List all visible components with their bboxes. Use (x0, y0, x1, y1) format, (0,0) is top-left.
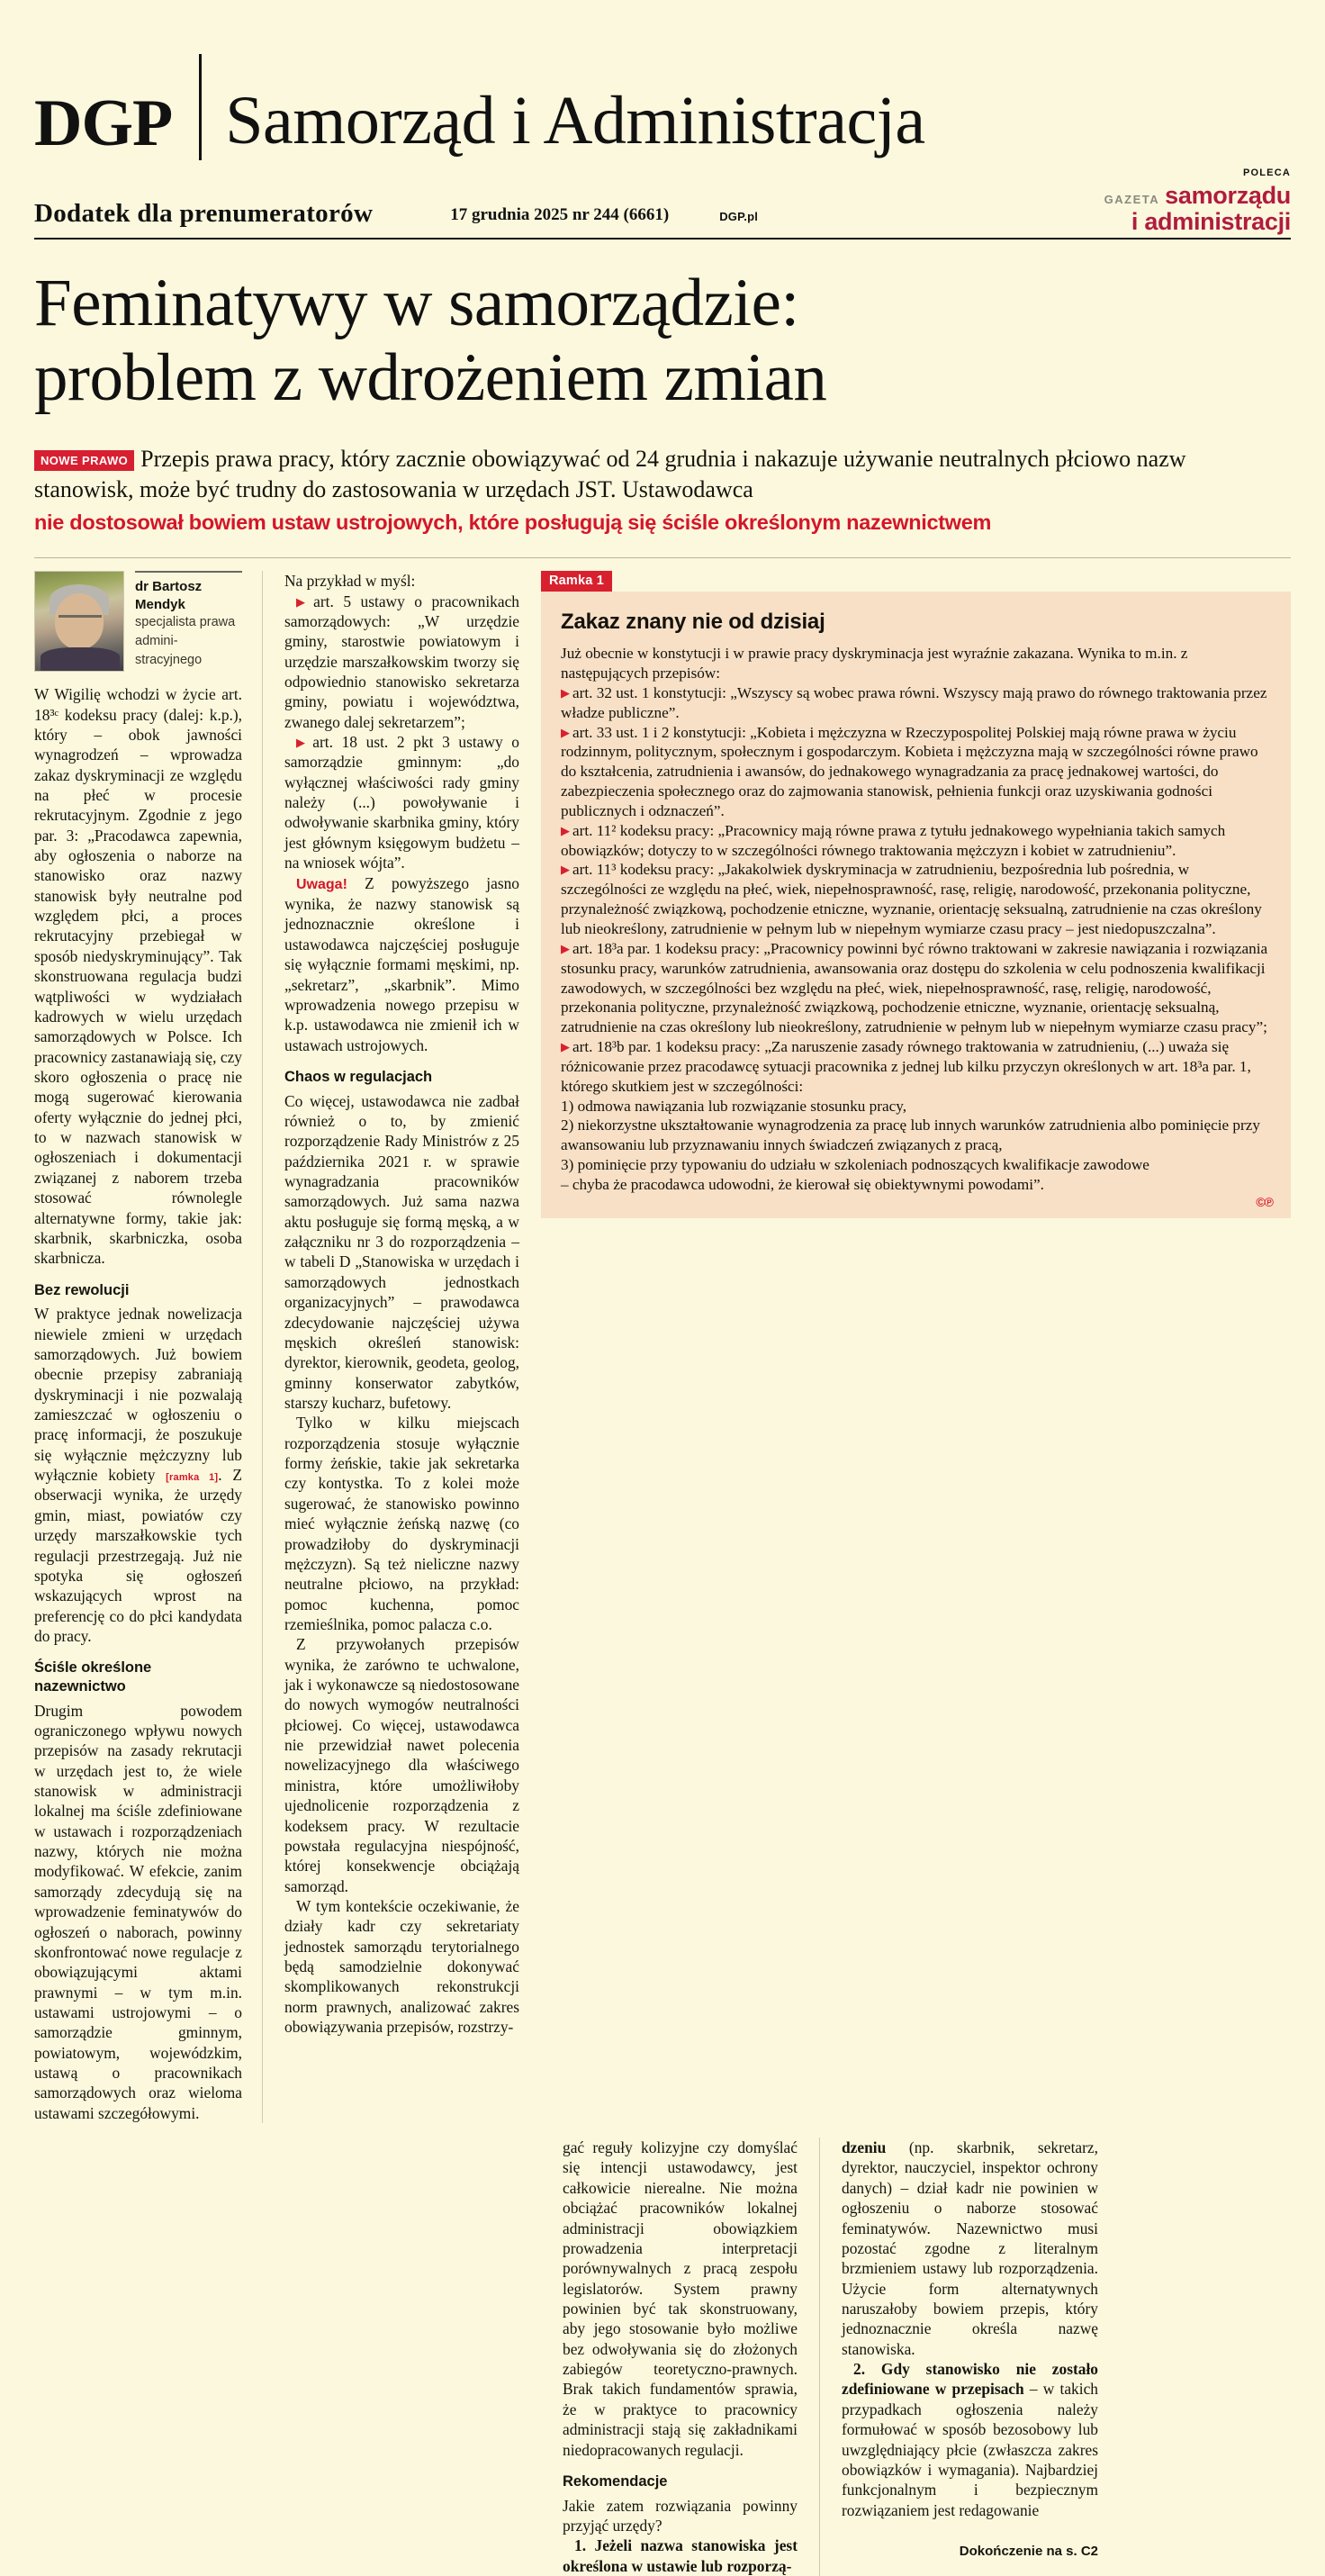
column-2 (284, 571, 541, 2123)
uwaga-text: Z powyższego jasno wynika, że nazwy stanowisk są jednoznacznie określone i ustawodawca najczęściej posługuje się wyłącznie formami męskimi, np. „sekretarz”, „skarbnik”. Mimo wprowadzenia nowego przepisu w k.p. ustawodawca nie zmienił ich w ustawach ustrojowych. (284, 873, 519, 1054)
column-bottom-spacer-1 (34, 2138, 262, 2576)
col2-paragraph-2: Co więcej, ustawodawca nie zadbał również o to, by zmienić rozporządzenie Rady Ministrów z 25 października 2021 r. w sprawie wynagradzania pracowników samorządowych. Już sama nazwa aktu posługuje się formą męską, a w załączniku nr 3 do rozporządzenia – w tabeli D „Stanowiska w urzędach i samorządowych jednostkach organizacyjnych” – prawodawca zdecydowanie najczęściej używa męskich określeń stanowisk: dyrektor, kierownik, geodeta, geolog, gminny konserwator zabytków, starszy kucharz, bufetowy. (284, 1091, 519, 1412)
col2-bullet-1 (284, 592, 519, 733)
author-role-line-1: specjalista prawa admini- (135, 615, 236, 649)
ramka-item (561, 860, 1271, 938)
ramka-item (561, 723, 1271, 821)
subhead-chaos: Chaos w regulacjach (284, 1068, 433, 1085)
author-byline (34, 571, 242, 672)
promo-logo (1104, 168, 1291, 234)
issue-date: 17 grudnia 2025 nr 244 (6661) (450, 205, 670, 224)
col3-paragraph-2: Jakie zatem rozwiązania powinny przyjąć urzędy? (563, 2496, 798, 2535)
author-photo (34, 571, 124, 672)
author-name: dr Bartosz Mendyk (135, 579, 203, 612)
body-top-region (34, 571, 1291, 2123)
ramka-item (561, 821, 1271, 861)
subhead-scisle-okreslone: Ściśle określone nazewnictwo (34, 1659, 152, 1695)
arrow-bullet-icon: ▶ (561, 863, 570, 877)
masthead-divider (199, 54, 202, 160)
col2-bullet-2 (284, 732, 519, 873)
author-rule (135, 571, 242, 573)
col2-paragraph-3: Tylko w kilku miejscach rozporządzenia stosuje wyłącznie formy żeńskie, takie jak sekretarka czy kontystka. To z kolei może sugerować, że stanowisko powinno mieć wyłącznie żeńską nazwę (co prowadziłoby do dyskryminacji mężczyzn). Są też nieliczne nazwy neutralne płciowo, na przykład: pomoc kuchenna, pomoc rzemieślnika, pomoc palacza c.o. (284, 1414, 519, 1633)
masthead (34, 0, 1291, 160)
col2-intro: Na przykład w myśl: (284, 572, 416, 591)
col2-bullet-2-text: art. 18 ust. 2 pkt 3 ustawy o samorządzie gminnym: „do wyłącznej właściwości rady gminy należy (...) powoływanie i odwoływanie skarbnika gminy, który jest głównym księgowym budżetu – na wniosek wójta”. (284, 733, 519, 872)
promo-line-2: i administracji (1131, 208, 1291, 235)
author-meta (124, 571, 242, 672)
article-lead (34, 444, 1291, 536)
headline-line-1: Feminatywy w samorządzie: (34, 266, 799, 340)
ramka-item-text: art. 11² kodeksu pracy: „Pracownicy mają równe prawa z tytułu jednakowego wypełniania takich samych obowiązków; dotyczy to w szczególności równego traktowania mężczyzn i kobiet w zatrudnieniu”. (561, 821, 1226, 859)
ramka-numbered-item: 1) odmowa nawiązania lub rozwiązanie stosunku pracy, (561, 1097, 907, 1115)
col4-recommendation-2 (842, 2359, 1098, 2520)
ramka-tab-label: Ramka 1 (541, 571, 612, 592)
ramka-title: Zakaz znany nie od dzisiaj (561, 610, 825, 635)
column-4 (842, 2138, 1098, 2576)
website-label[interactable]: DGP.pl (719, 210, 759, 223)
col2-paragraph-5: W tym kontekście oczekiwanie, że działy kadr czy sekretariaty jednostek samorządu terytorialnego będą samodzielnie dokonywać skomplikowanych rekonstrukcji norm prawnych, analizować zakres obowiązywania przepisów, rozstrzy- (284, 1896, 519, 2037)
ramka-numbered-item: 2) niekorzystne ukształtowanie wynagrodzenia za pracę lub innych warunków zatrudnienia albo pominięcie przy awansowaniu lub przyznawaniu innych świadczeń związanych z pracą, (561, 1116, 1260, 1154)
col1-paragraph-1: W Wigilię wchodzi w życie art. 18³ᶜ kodeksu pracy (dalej: k.p.), który – obok jawności wynagrodzeń – wprowadza zakaz dyskryminacji ze względu na płeć w procesie rekrutacyjnym. Zgodnie z jego par. 3: „Pracodawca zapewnia, aby ogłoszenia o naborze na stanowisko oraz nazwy stanowisk były neutralne pod względem płci, a proces rekrutacyjny przebiegał w sposób niedyskryminujący”. Tak skonstruowana regulacja budzi wątpliwości w wydziałach kadrowych w wielu urzędach samorządowych w Polsce. Ich pracownicy zastanawiają się, czy skoro ogłoszenia o pracę nie mogą sugerować kierowania oferty wyłącznie do jednej płci, to w nazwach stanowisk w ogłoszeniach i dokumentacji związanej z naborem trzeba stosować równolegle alternatywne formy, takie jak: skarbnik, skarbniczka, osoba skarbnicza. (34, 685, 242, 1268)
col2-uwaga-paragraph (284, 873, 519, 1055)
author-photo-torso (41, 647, 120, 671)
col2-bullet-1-text: art. 5 ustawy o pracownikach samorządowych: „W urzędzie gminy, starostwie powiatowym i urzędzie marszałkowskim tworzy się odpowiednio stanowisko sekretarza gminy, powiatu i województwa, zwanego dalej sekretarzem”; (284, 592, 520, 731)
masthead-section-title: Samorząd i Administracja (225, 83, 925, 158)
arrow-bullet-icon: ▶ (561, 941, 570, 955)
column-bottom-spacer-2 (284, 2138, 563, 2576)
continuation-note: Dokończenie na s. C2 (959, 2543, 1098, 2559)
body-bottom-region (34, 2138, 1291, 2576)
column-separator-2 (819, 2138, 820, 2576)
col1-p2-part-b: . Z obserwacji wynika, że urzędy gmin, miast, powiatów czy urzędy marszałkowskie tych regulacji przestrzegają. Już nie spotyka się ogłoszeń wskazujących wprost na preferencję co do płci kandydata do pracy. (34, 1466, 242, 1645)
arrow-bullet-icon: ▶ (561, 1040, 570, 1054)
column-3 (563, 2138, 819, 2576)
ramka-item (561, 1037, 1271, 1097)
new-law-badge: NOWE PRAWO (34, 450, 134, 471)
ramka-1-container (541, 571, 1291, 2123)
lead-text: Przepis prawa pracy, który zacznie obowiązywać od 24 grudnia i nakazuje używanie neutralnych płciowo nazw stanowisk, może być trudny do zastosowania w urzędach JST. Ustawodawca (34, 446, 1186, 503)
arrow-bullet-icon: ▶ (561, 685, 570, 700)
col4-rec2-bold: 2. Gdy stanowisko nie zostało zdefiniowane w przepisach (842, 2360, 1098, 2399)
col1-paragraph-2 (34, 1304, 242, 1646)
col3-recommendation-1: 1. Jeżeli nazwa stanowiska jest określona w ustawie lub rozporzą- (563, 2536, 798, 2575)
col4-continuation-bold: dzeniu (842, 2138, 887, 2157)
arrow-bullet-icon: ▶ (561, 823, 570, 837)
arrow-bullet-icon: ▶ (296, 736, 311, 750)
headline-line-2: problem z wdrożeniem zmian (34, 339, 827, 415)
lead-divider (34, 557, 1291, 558)
glasses-icon (59, 615, 102, 627)
ramka-item-text: art. 32 ust. 1 konstytucji: „Wszyscy są wobec prawa równi. Wszyscy mają prawo do równego traktowania przez władze publiczne”. (561, 683, 1267, 721)
lead-highlight: nie dostosował bowiem ustaw ustrojowych, które posługują się ściśle określonym nazewnictwem (34, 510, 992, 534)
arrow-bullet-icon: ▶ (561, 725, 570, 739)
ramka-numbered-item: 3) pominięcie przy typowaniu do udziału w szkoleniach podnoszących kwalifikacje zawodowe (561, 1156, 1149, 1174)
col4-paragraph-1 (842, 2138, 1098, 2359)
ramka-item-text: art. 18³a par. 1 kodeksu pracy: „Pracownicy powinni być równo traktowani w zakresie nawiązania i rozwiązania stosunku pracy, warunków zatrudnienia, awansowania oraz dostępu do szkolenia w celu podnoszenia kwalifikacji zawodowych, w szczególności bez względu na płeć, wiek, niepełnosprawność, rasę, religię, narodowość, przekonania polityczne, przynależność związkową, pochodzenie etniczne, wyznanie, orientację seksualną, zatrudnienie na czas określony lub nieokreślony, zatrudnienie w pełnym lub w niepełnym wymiarze czasu pracy”; (561, 939, 1268, 1036)
ramka-reference-tag: [ramka 1] (166, 1472, 219, 1484)
col2-paragraph-4: Z przywołanych przepisów wynika, że zarówno te uchwalone, jak i wykonawcze są niedostosowane do nowych wymogów neutralności płciowej. Co więcej, ustawodawca nie przewidział nawet polecenia nowelizacyjnego dla właściwego ministra, które umożliwiłoby ujednolicenie rozporządzenia z kodeksem pracy. W rezultacie powstała regulacyjna niespójność, której konsekwencje obciążają samorząd. (284, 1635, 519, 1895)
ramka-item-text: art. 11³ kodeksu pracy: „Jakakolwiek dyskryminacja w zatrudnieniu, bezpośrednia lub pośrednia, w szczególności ze względu na płeć, wiek, niepełnosprawność, rasę, religię, narodowość, przekonania polityczne, przynależność związkową, pochodzenie etniczne, wyznanie, orientację seksualną, zatrudnienie na czas określony lub nieokreślony, zatrudnienie w pełnym lub w niepełnym wymiarze czasu pracy – jest niedopuszczalna”. (561, 861, 1262, 937)
col1-paragraph-3: Drugim powodem ograniczonego wpływu nowych przepisów na zasady rekrutacji w urzędach jest to, że wiele stanowisk w administracji lokalnej ma ściśle zdefiniowane w ustawach i rozporządzeniach nazwy, których nie można modyfikować. W efekcie, zanim samorządy zdecydują się na wprowadzenie feminatywów do ogłoszeń o naborach, powinny skonfrontować nowe regulacje z obowiązującymi aktami prawnymi – w tym m.in. ustawami ustrojowymi – o samorządzie gminnym, powiatowym, wojewódzkim, ustawą o pracownikach samorządowych oraz wieloma ustawami szczegółowymi. (34, 1701, 242, 2122)
ramka-box (541, 592, 1291, 1218)
promo-line-1 (1104, 184, 1291, 208)
uwaga-label: Uwaga! (296, 876, 347, 892)
promo-poleca-label: POLECA (1242, 167, 1291, 178)
author-role-line-2: stracyjnego (135, 653, 203, 668)
col1-p2-part-a: W praktyce jednak nowelizacja niewiele zmieni w urzędach samorządowych. Już bowiem obecnie przepisy zabraniają dyskryminacji i nie pozwalają zamieszczać w ogłoszeniu o pracę informacji, że poszukuje się wyłącznie mężczyzny lub wyłącznie kobiety (34, 1305, 242, 1485)
col4-rec2-rest: – w takich przypadkach ogłoszenia należy formułować w sposób bezosobowy lub uwzględniający płcie (zwłaszcza zakres obowiązków i wymagania). Najbardziej funkcjonalnym i bezpiecznym rozwiązaniem jest redagowanie (842, 2380, 1098, 2519)
supplement-label: Dodatek dla prenumeratorów (34, 199, 374, 228)
subhead-bez-rewolucji: Bez rewolucji (34, 1281, 130, 1298)
promo-gazeta-word: GAZETA (1104, 193, 1160, 206)
col4-paragraph-1-rest: (np. skarbnik, sekretarz, dyrektor, nauczyciel, inspektor ochrony danych) – dział kadr nie powinien w ogłoszeniu o naborze stosować feminatywów. Nazewnictwo musi pozostać zgodne z literalnym brzmieniem ustawy lub rozporządzenia. Użycie form alternatywnych naruszałoby bowiem przepis, który jednoznacznie określa nazwę stanowiska. (842, 2138, 1098, 2358)
article-headline (34, 267, 1291, 415)
dgp-logo: DGP (34, 86, 173, 160)
column-1 (34, 571, 262, 2123)
col3-paragraph-1: gać reguły kolizyjne czy domyślać się intencji ustawodawcy, jest całkowicie nierealne. Nie można obciążać pracowników lokalnej administracji obowiązkiem prowadzenia interpretacji porównywalnych z pracą zespołu legislatorów. System prawny powinien być tak skonstruowany, aby jego stosowanie było możliwe bez odwoływania się do złożonych zabiegów teoretyczno-prawnych. Brak takich fundamentów sprawia, że w praktyce to pracownicy administracji stają się zakładnikami niedopracowanych regulacji. (563, 2138, 798, 2459)
arrow-bullet-icon: ▶ (296, 594, 311, 609)
ramka-item (561, 939, 1271, 1037)
masthead-infobar (34, 167, 1291, 240)
column-separator-1 (262, 571, 263, 2123)
ramka-item (561, 683, 1271, 723)
ramka-closing: – chyba że pracodawca udowodni, że kierował się obiektywnymi powodami”. (561, 1175, 1044, 1193)
ramka-item-text: art. 18³b par. 1 kodeksu pracy: „Za naruszenie zasady równego traktowania w zatrudnieniu, (...) uważa się różnicowanie przez pracodawcę sytuacji pracownika z jednej lub kilku przyczyn określonych w art. 18³a par. 1, którego skutkiem jest w szczególności: (561, 1038, 1251, 1095)
ramka-intro: Już obecnie w konstytucji i w prawie pracy dyskryminacja jest wyraźnie zakazana. Wynika to m.in. z następujących przepisów: (561, 645, 1188, 682)
subhead-rekomendacje: Rekomendacje (563, 2472, 668, 2490)
ramka-item-text: art. 33 ust. 1 i 2 konstytucji: „Kobieta i mężczyzna w Rzeczypospolitej Polskiej mają równe prawa w życiu rodzinnym, politycznym, społecznym i gospodarczym. Kobieta i mężczyzna mają w szczególności równe prawo do kształcenia, zatrudnienia i awansów, do jednakowego wynagradzania za pracę jednakowej wartości, do zabezpieczenia społecznego oraz do zajmowania stanowisk, pełnienia funkcji oraz uzyskiwania godności publicznych i odznaczeń”. (561, 723, 1258, 819)
copyright-icon: ©℗ (1256, 1194, 1273, 1209)
promo-samorzadu-word: samorządu (1165, 182, 1291, 209)
